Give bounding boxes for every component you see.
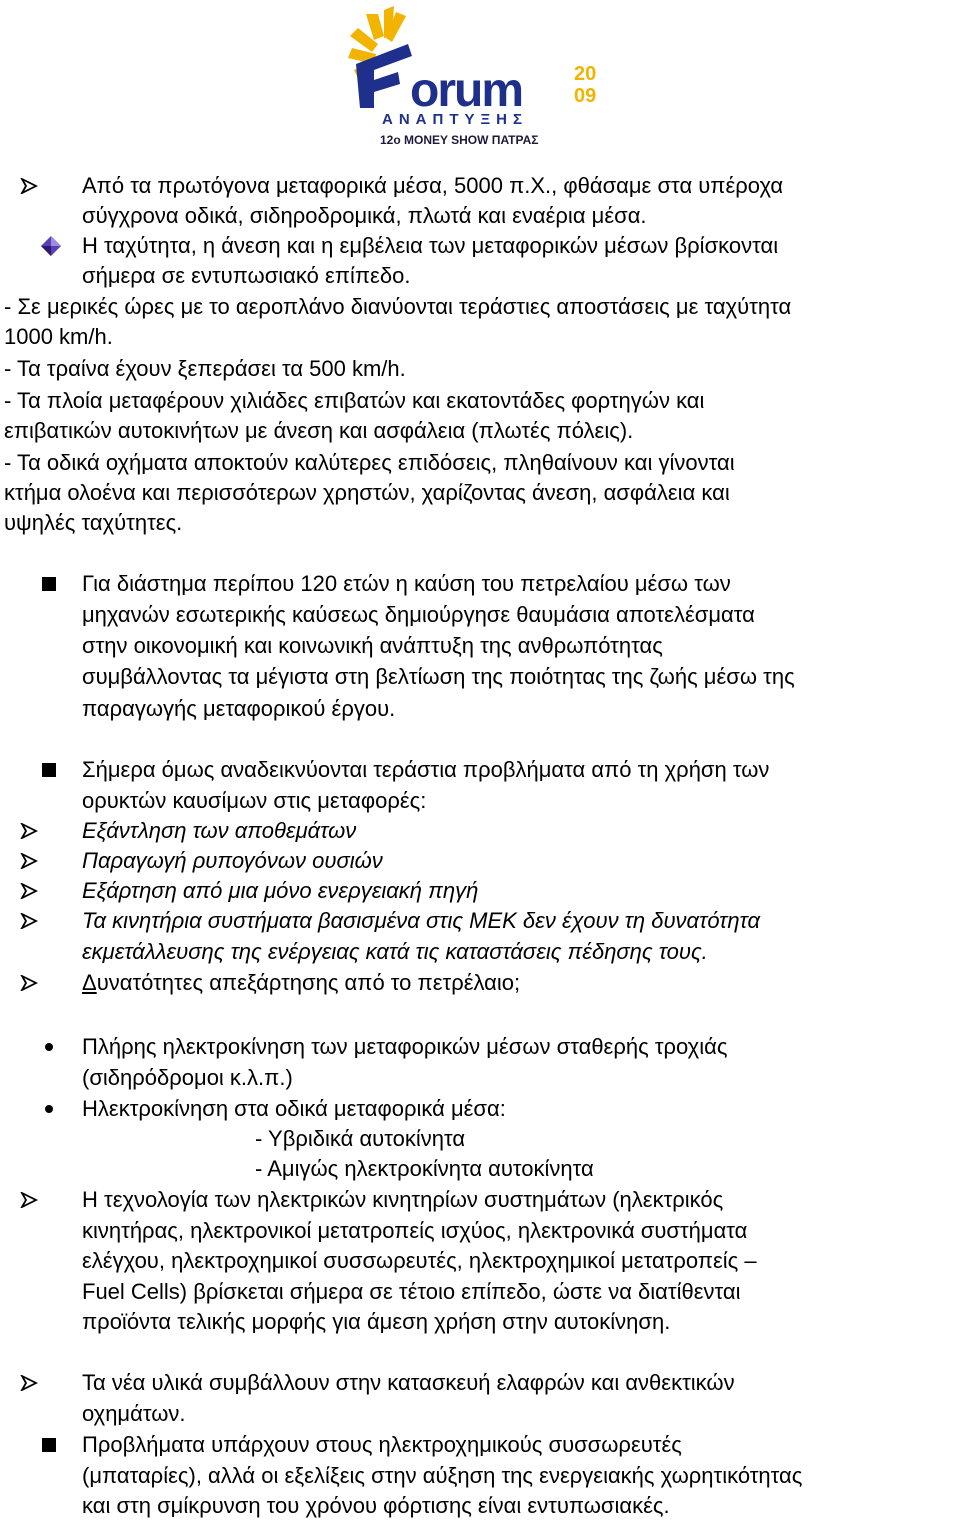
- text-line: - Τα πλοία μεταφέρουν χιλιάδες επιβατών και εκατοντάδες φορτηγών και: [4, 388, 705, 413]
- text-line: και στη σμίκρυνση του χρόνου φόρτισης είναι εντυπωσιακές.: [82, 1493, 670, 1518]
- list-item-text: υνατότητες απεξάρτησης από το πετρέλαιο;: [96, 970, 521, 995]
- text-line: - Υβριδικά αυτοκίνητα: [255, 1126, 466, 1151]
- arrow-bullet-icon: [14, 846, 44, 876]
- arrow-bullet-icon: [14, 171, 44, 201]
- text-line: (σιδηρόδρομοι κ.λ.π.): [82, 1065, 293, 1090]
- text-line: - Αμιγώς ηλεκτροκίνητα αυτοκίνητα: [255, 1156, 594, 1181]
- forum-logo-graphic: [348, 6, 618, 146]
- logo-year-top: 20: [574, 63, 597, 85]
- text-line: παραγωγής μεταφορικού έργου.: [82, 696, 396, 721]
- arrow-bullet-icon: [14, 876, 44, 906]
- text-line: - Τα τραίνα έχουν ξεπεράσει τα 500 km/h.: [4, 356, 406, 381]
- text-line: Ηλεκτροκίνηση στα οδικά μεταφορικά μέσα:: [82, 1096, 506, 1121]
- list-item: Εξάντληση των αποθεμάτων: [82, 818, 357, 843]
- text-line: προϊόντα τελικής μορφής για άμεση χρήση στην αυτοκίνηση.: [82, 1309, 671, 1334]
- text-line: (μπαταρίες), αλλά οι εξελίξεις στην αύξηση της ενεργειακής χωρητικότητας: [82, 1463, 803, 1488]
- text-line: Πλήρης ηλεκτροκίνηση των μεταφορικών μέσων σταθερής τροχιάς: [82, 1034, 728, 1059]
- forum-logo: [348, 6, 618, 146]
- list-item: Τα κινητήρια συστήματα βασισμένα στις ΜΕΚ δεν έχουν τη δυνατότητα: [82, 908, 760, 933]
- text-line: ορυκτών καυσίμων στις μεταφορές:: [82, 788, 427, 813]
- list-item: Παραγωγή ρυπογόνων ουσιών: [82, 848, 383, 873]
- text-line: Fuel Cells) βρίσκεται σήμερα σε τέτοιο επίπεδο, ώστε να διατίθενται: [82, 1279, 741, 1304]
- text-line: Η τεχνολογία των ηλεκτρικών κινητηρίων συστημάτων (ηλεκτρικός: [82, 1187, 724, 1212]
- text-line: ελέγχου, ηλεκτροχημικοί συσσωρευτές, ηλεκτροχημικοί μετατροπείς –: [82, 1248, 757, 1273]
- underlined-letter: Δ: [82, 970, 97, 995]
- text-line: οχημάτων.: [82, 1401, 186, 1426]
- text-line: κινητήρας, ηλεκτρονικοί μετατροπείς ισχύος, ηλεκτρονικά συστήματα: [82, 1218, 748, 1243]
- arrow-bullet-icon: [14, 968, 44, 998]
- text-line: σύγχρονα οδικά, σιδηροδρομικά, πλωτά και εναέρια μέσα.: [82, 203, 647, 228]
- dot-bullet-icon: [34, 1094, 64, 1124]
- square-bullet-icon: [34, 569, 64, 599]
- text-line: Για διάστημα περίπου 120 ετών η καύση του πετρελαίου μέσω των: [82, 571, 731, 596]
- arrow-bullet-icon: [14, 906, 44, 936]
- arrow-bullet-icon: [14, 816, 44, 846]
- logo-year-bottom: 09: [574, 85, 597, 107]
- list-item: εκμετάλλευσης της ενέργειας κατά τις καταστάσεις πέδησης τους.: [82, 939, 708, 964]
- list-item: [82, 968, 520, 998]
- text-line: - Σε μερικές ώρες με το αεροπλάνο διανύονται τεράστιες αποστάσεις με ταχύτητα: [4, 294, 792, 319]
- text-line: Από τα πρωτόγονα μεταφορικά μέσα, 5000 π.Χ., φθάσαμε στα υπέροχα: [82, 173, 784, 198]
- text-line: επιβατικών αυτοκινήτων με άνεση και ασφάλεια (πλωτές πόλεις).: [4, 418, 634, 443]
- text-line: σήμερα σε εντυπωσιακό επίπεδο.: [82, 263, 411, 288]
- text-line: Σήμερα όμως αναδεικνύονται τεράστια προβλήματα από τη χρήση των: [82, 757, 770, 782]
- text-line: 1000 km/h.: [4, 324, 113, 349]
- text-line: Η ταχύτητα, η άνεση και η εμβέλεια των μεταφορικών μέσων βρίσκονται: [82, 233, 779, 258]
- arrow-bullet-icon: [14, 1185, 44, 1215]
- logo-subtitle: ΑΝΑΠΤΥΞΗΣ: [382, 111, 528, 128]
- text-line: κτήμα ολοένα και περισσότερων χρηστών, χαρίζοντας άνεση, ασφάλεια και: [4, 480, 730, 505]
- dot-bullet-icon: [34, 1032, 64, 1062]
- arrow-bullet-icon: [14, 1368, 44, 1398]
- text-line: συμβάλλοντας τα μέγιστα στη βελτίωση της ποιότητας της ζωής μέσω της: [82, 664, 795, 689]
- text-line: - Τα οδικά οχήματα αποκτούν καλύτερες επιδόσεις, πληθαίνουν και γίνονται: [4, 450, 735, 475]
- text-line: υψηλές ταχύτητες.: [4, 510, 183, 535]
- text-line: μηχανών εσωτερικής καύσεως δημιούργησε θαυμάσια αποτελέσματα: [82, 602, 755, 627]
- list-item: Εξάρτηση από μια μόνο ενεργειακή πηγή: [82, 878, 479, 903]
- square-bullet-icon: [34, 755, 64, 785]
- logo-tagline: 12ο MONEY SHOW ΠΑΤΡΑΣ: [380, 133, 539, 146]
- text-line: Τα νέα υλικά συμβάλλουν στην κατασκευή ελαφρών και ανθεκτικών: [82, 1370, 735, 1395]
- diamond-bullet-icon: [36, 231, 66, 261]
- square-bullet-icon: [34, 1430, 64, 1460]
- text-line: στην οικονομική και κοινωνική ανάπτυξη της ανθρωπότητας: [82, 633, 663, 658]
- logo-word: orum: [410, 64, 522, 117]
- text-line: Προβλήματα υπάρχουν στους ηλεκτροχημικούς συσσωρευτές: [82, 1432, 682, 1457]
